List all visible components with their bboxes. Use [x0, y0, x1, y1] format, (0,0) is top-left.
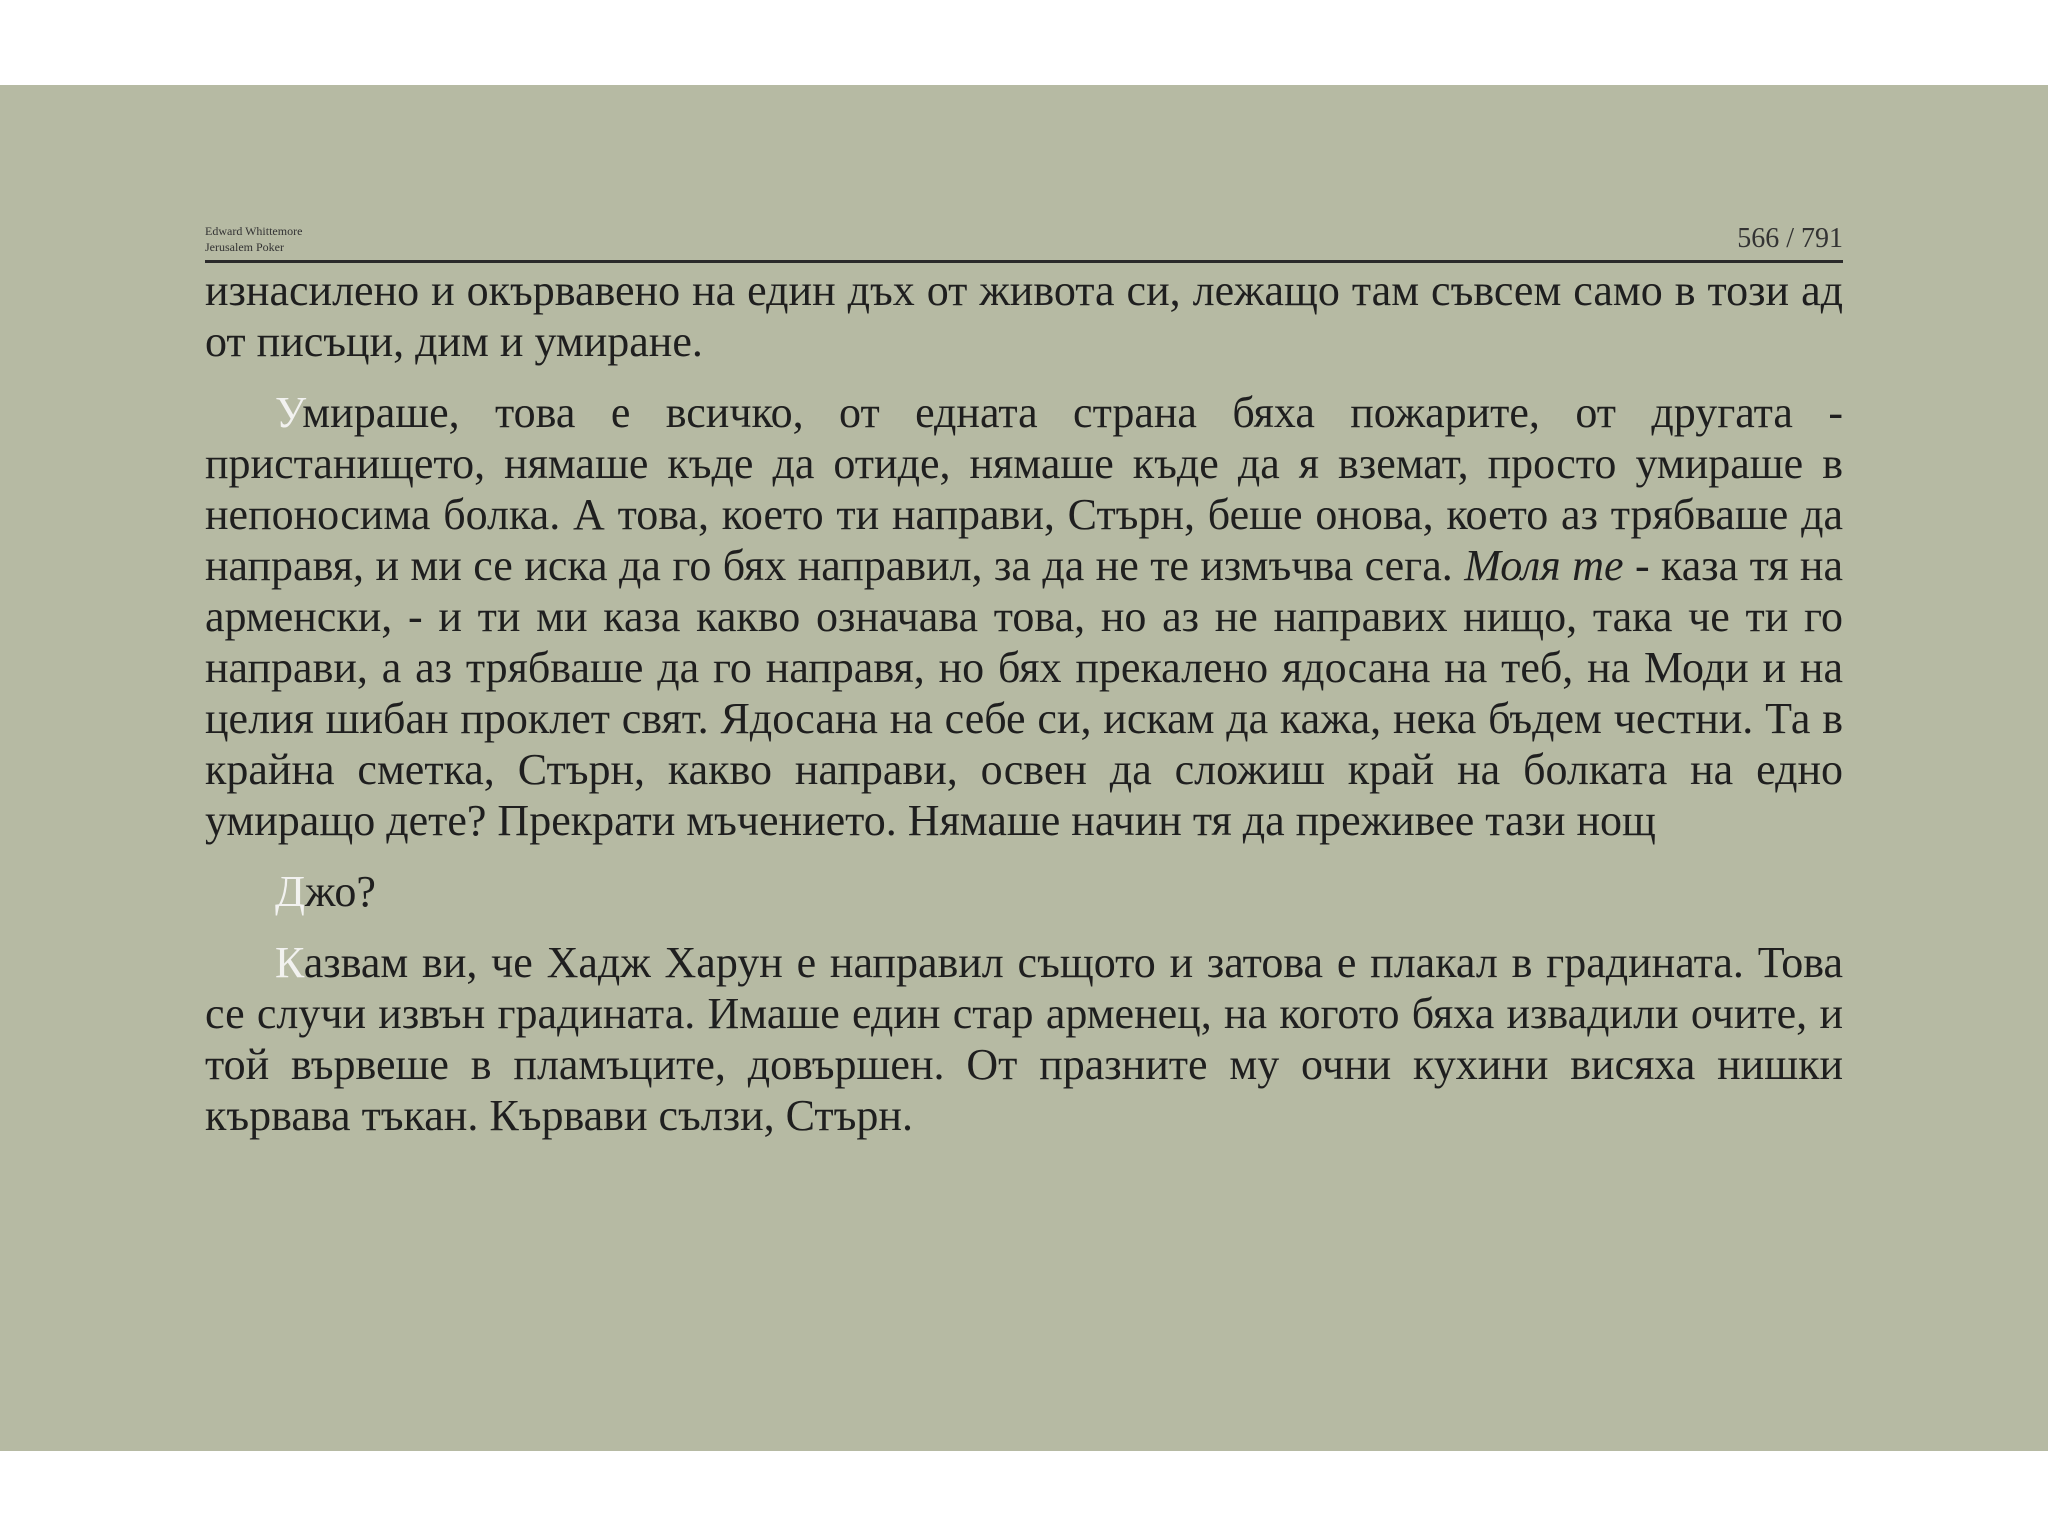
book-title: Jerusalem Poker — [205, 240, 284, 254]
paragraph — [205, 387, 1843, 846]
paragraph — [205, 866, 1843, 917]
drop-cap: К — [275, 938, 304, 987]
page-separator: / — [1786, 223, 1794, 254]
book-meta — [205, 223, 302, 255]
paragraph-text: жо? — [305, 867, 376, 916]
author-name: Edward Whittemore — [205, 224, 303, 238]
paragraph-text: - каза тя на арменски, - и ти ми каза какво означава това, но аз не направих нищо, така че ти го направи, а аз трябваше да го направя, но бях прекалено ядосана на теб, на Моди и на целия шибан проклет свят. Ядосана на себе си, искам да кажа, нека бъдем честни. Та в крайна сметка, Стърн, какво направи, освен да сложиш край на болката на едно умиращо дете? Прекрати мъчението. Нямаше начин тя да преживее тази нощ — [205, 541, 1843, 845]
drop-cap: Д — [275, 867, 306, 916]
page-header — [205, 135, 1843, 263]
paragraph-text: мираше, това е всичко, от едната страна бяха пожарите, от другата - пристанището, нямаше къде да отиде, нямаше къде да я вземат, просто умираше в непоносима болка. А това, което ти направи, Стърн, беше онова, което аз трябваше да направя, и ми се иска да го бях направил, за да не те измъчва сега. — [205, 388, 1843, 590]
paragraph: изнасилено и окървавено на един дъх от живота си, лежащо там съвсем само в този ад от писъци, дим и умиране. — [205, 266, 1843, 366]
current-page: 566 — [1737, 223, 1780, 254]
page-body — [205, 265, 1843, 1161]
italic-phrase: Моля те — [1464, 541, 1624, 590]
drop-cap: У — [275, 388, 303, 437]
paragraph-text: азвам ви, че Хадж Харун е направил същото и затова е плакал в градината. Това се случи извън градината. Имаше един стар арменец, на когото бяха извадили очите, и той вървеше в пламъците, довършен. От празните му очни кухини висяха нишки кървава тъкан. Кървави сълзи, Стърн. — [205, 938, 1843, 1140]
paragraph — [205, 937, 1843, 1141]
page-indicator — [1737, 223, 1843, 255]
total-pages: 791 — [1801, 223, 1843, 254]
